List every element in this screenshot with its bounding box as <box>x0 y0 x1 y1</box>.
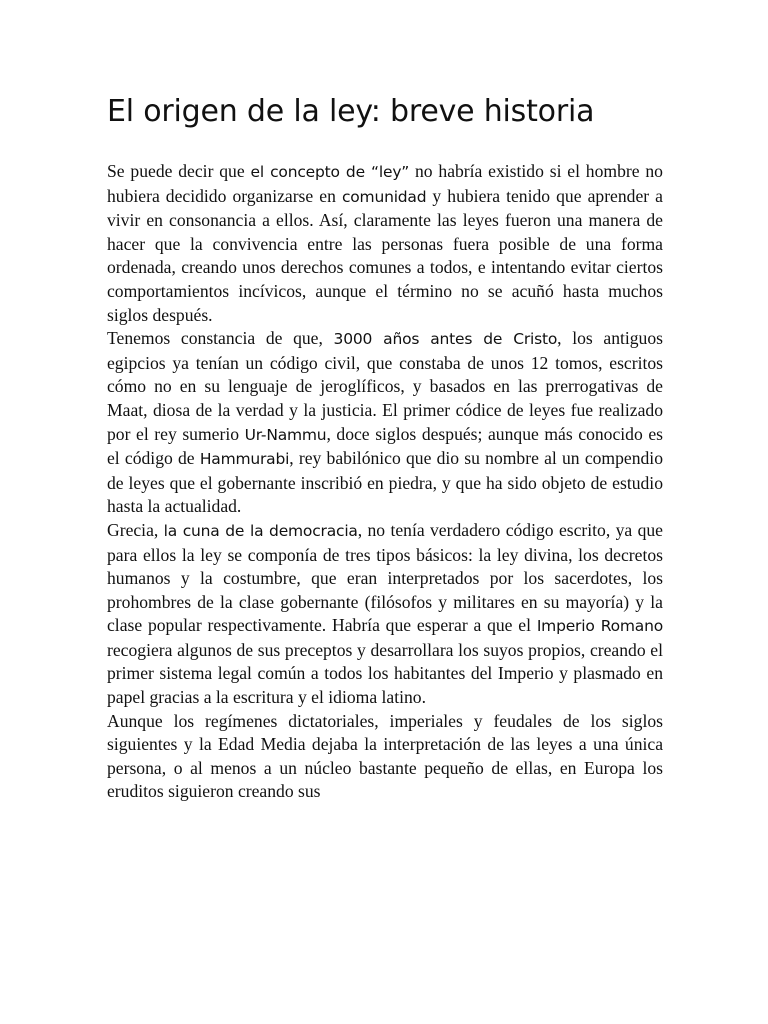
highlighted-term: Ur-Nammu <box>244 425 327 444</box>
paragraph-3 <box>107 519 663 710</box>
highlighted-term: la cuna de la democracia <box>163 521 358 540</box>
text-run: , no tenía verdadero código escrito, ya que para ellos la ley se componía de tres tipos básicos: la ley divina, los decretos humanos y la costumbre, que eran interpretados por los sacerdotes, los prohombres de la clase gobernante (filósofos y militares en su mayoría) y la clase popular respectivamente. Habría que esperar a que el <box>107 519 663 636</box>
text-run: recogiera algunos de sus preceptos y desarrollara los suyos propios, creando el primer sistema legal común a todos los habitantes del Imperio y plasmado en papel gracias a la escritura y el idioma latino. <box>107 639 663 708</box>
highlighted-term: Hammurabi <box>199 450 290 469</box>
paragraph-4 <box>107 710 663 804</box>
text-run: , los antiguos egipcios ya tenían un código civil, que constaba de unos 12 tomos, escritos cómo no en su lenguaje de jeroglíficos, y basados en las prerrogativas de Maat, diosa de la verdad y la justicia. El primer códice de leyes fue realizado por el rey sumerio <box>107 328 663 444</box>
article-body <box>107 160 663 804</box>
paragraph-2 <box>107 327 663 519</box>
highlighted-term: el concepto de “ley” <box>250 163 410 181</box>
highlighted-term: Imperio Romano <box>536 617 664 636</box>
text-run: , rey babilónico que dio su nombre al un compendio de leyes que el gobernante inscribió en piedra, y que ha sido objeto de estudio hasta la actualidad. <box>107 448 663 517</box>
text-run: Se puede decir que <box>107 161 251 181</box>
highlighted-term: 3000 años antes de Cristo <box>333 330 558 349</box>
paragraph-1 <box>107 160 663 327</box>
text-run: y hubiera tenido que aprender a vivir en consonancia a ellos. Así, claramente las leyes fueron una manera de hacer que la convivencia entre las personas fuera posible de una forma ordenada, creando unos derechos comunes a todos, e intentando evitar ciertos comportamientos incívicos, aunque el término no se acuñó hasta muchos siglos después. <box>107 185 663 325</box>
text-run: no habría existido si el hombre no hubiera decidido organizarse en <box>107 161 663 206</box>
highlighted-term: comunidad <box>341 187 427 206</box>
text-run: , doce siglos después; aunque más conocido es el código de <box>107 423 663 469</box>
page-title: El origen de la ley: breve historia <box>107 94 595 129</box>
text-run: Aunque los regímenes dictatoriales, imperiales y feudales de los siglos siguientes y la Edad Media dejaba la interpretación de las leyes a una única persona, o al menos a un núcleo bastante pequeño de ellas, en Europa los eruditos siguieron creando sus <box>107 710 663 802</box>
text-run: Tenemos constancia de que, <box>107 328 334 349</box>
text-run: Grecia, <box>107 519 164 540</box>
